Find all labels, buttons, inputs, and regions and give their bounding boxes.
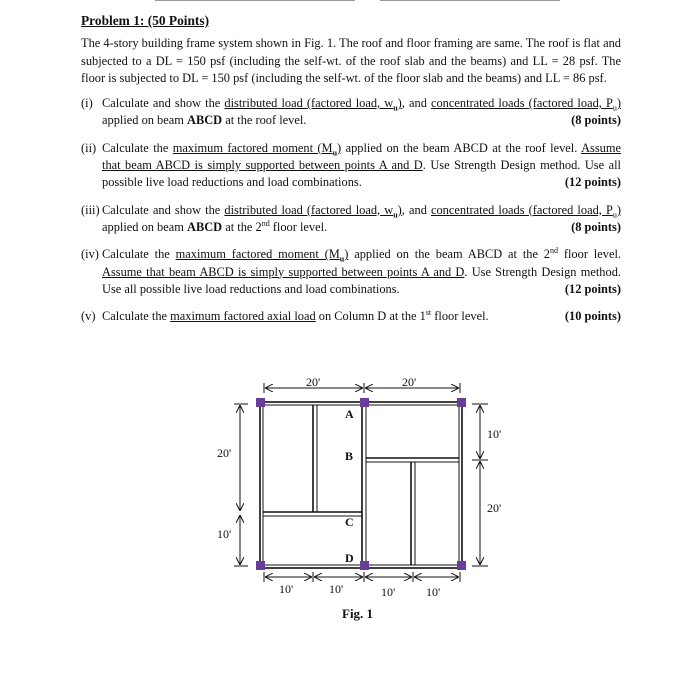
dim-left-upper: 20' [217, 446, 232, 460]
dim-top-left: 20' [306, 375, 321, 389]
column-top-middle [360, 398, 369, 407]
question-points: (8 points) [571, 113, 621, 128]
question-i: (i) Calculate and show the distributed load (factored load, $w_u$), and concentrated loads (factored load, $P_u$) applied on beam ABCD at the roof level. (8 points) [81, 95, 621, 130]
interior-beams [263, 405, 459, 565]
right-dimension-lines [472, 404, 488, 566]
columns [256, 398, 466, 570]
left-dimension-lines [234, 404, 248, 566]
top-dimension-lines [264, 383, 460, 393]
label-a: A [345, 407, 354, 421]
dim-bottom-3: 10' [381, 585, 396, 599]
label-c: C [345, 515, 354, 529]
question-ii: (ii) Calculate the maximum factored moment $(M_u)$ applied on the beam ABCD at the roof level. Assume that beam ABCD is simply supported between points A and D. Use Strength Design method. Use all possible live load reductions and load combinations. (12 points) [81, 140, 621, 192]
figure-caption: Fig. 1 [342, 606, 374, 621]
dim-right-upper: 10' [487, 427, 502, 441]
question-number: (iv) [81, 247, 99, 262]
question-number: (iii) [81, 202, 100, 217]
question-points: (12 points) [564, 175, 621, 190]
question-iii: (iii) Calculate and show the distributed load (factored load, $w_u$), and concentrated loads (factored load, $P_u$) applied on beam ABCD at the 2nd floor level. (8 points) [81, 202, 621, 237]
outer-frame [260, 402, 462, 568]
bottom-dimension-lines [264, 572, 460, 582]
question-number: (v) [81, 309, 96, 324]
column-bottom-right [457, 561, 466, 570]
question-v: (v) Calculate the maximum factored axial load on Column D at the 1st floor level. (10 points) [81, 308, 621, 325]
problem-title: Problem 1: (50 Points) [81, 13, 210, 28]
question-number: (ii) [81, 140, 97, 155]
dim-bottom-4: 10' [426, 585, 441, 599]
question-number: (i) [81, 96, 93, 111]
dim-bottom-2: 10' [329, 582, 344, 596]
dim-right-lower: 20' [487, 501, 502, 515]
question-points: (12 points) [564, 281, 621, 296]
question-iv: (iv) Calculate the maximum factored moment $(M_u)$ applied on the beam ABCD at the 2nd floor level. Assume that beam ABCD is simply supported between points A and D. Use Strength Design method. Use all possible live load reductions and load combinations. (12 points) [81, 246, 621, 298]
question-points: (10 points) [564, 309, 621, 324]
dim-top-right: 20' [402, 375, 417, 389]
column-d [360, 561, 369, 570]
label-b: B [345, 449, 354, 463]
label-d: D [345, 551, 354, 565]
dim-left-lower: 10' [217, 527, 232, 541]
column-top-right [457, 398, 466, 407]
dim-bottom-1: 10' [279, 582, 294, 596]
problem-intro: The 4-story building frame system shown in Fig. 1. The roof and floor framing are same. The roof is flat and subjected to a DL = 150 psf (including the self-wt. of the roof slab and the beams) and LL = 28 psf. The floor is subjected to DL = 150 psf (including the self-wt. of the floor slab and the beams) and LL = 86 psf. [81, 36, 621, 85]
question-points: (8 points) [571, 219, 621, 234]
column-top-left [256, 398, 265, 407]
column-bottom-left [256, 561, 265, 570]
